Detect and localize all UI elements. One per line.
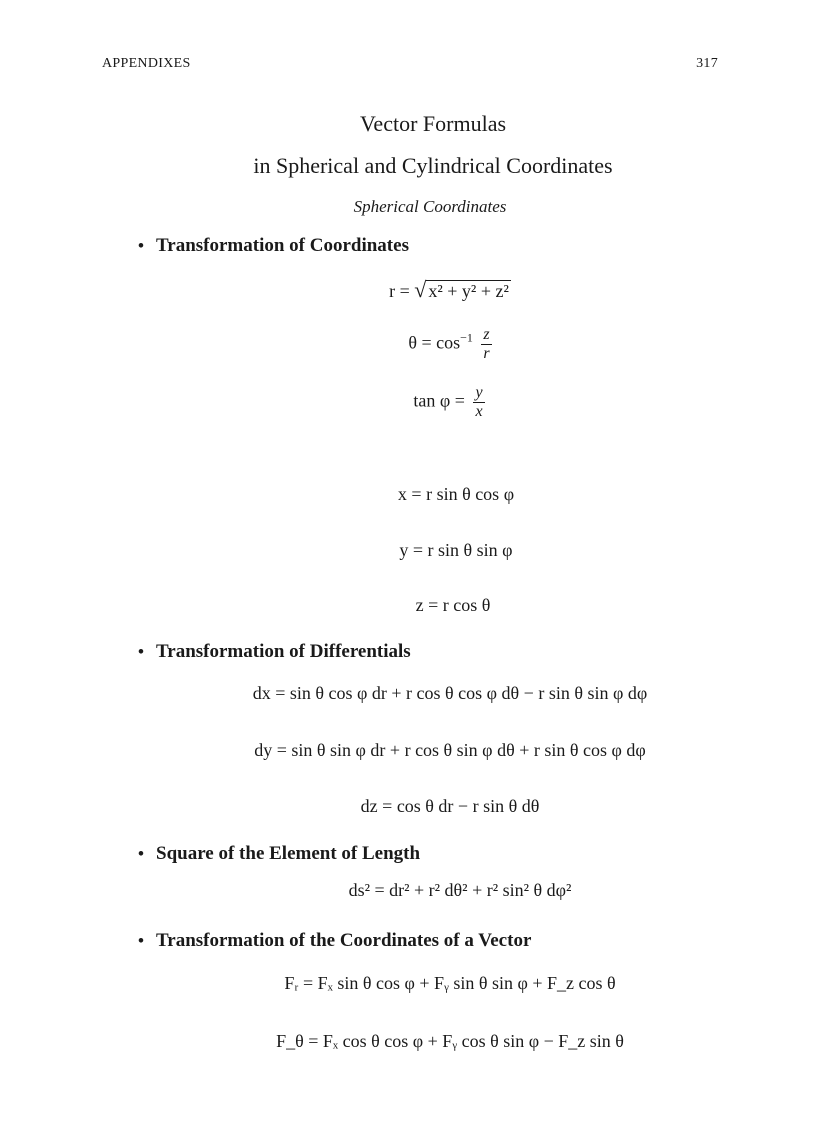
equation-dy: dy = sin θ sin φ dr + r cos θ sin φ dθ + r sin θ cos φ dφ <box>254 740 646 760</box>
section-heading-differentials <box>138 641 411 663</box>
fraction-numerator: y <box>475 384 483 401</box>
equation-tan-lhs: tan φ = <box>413 390 465 411</box>
equation-r-radicand: x² + y² + z² <box>428 281 509 301</box>
section-heading-vector <box>138 930 531 952</box>
bullet-icon: • <box>138 642 144 661</box>
section-heading-coordinates <box>138 235 409 257</box>
page-number: 317 <box>696 56 718 71</box>
equation-dx: dx = sin θ cos φ dr + r cos θ cos φ dθ − r sin θ sin φ dφ <box>252 683 648 703</box>
fraction-denominator: x <box>475 403 483 420</box>
equation-x: x = r sin θ cos φ <box>397 484 515 504</box>
equation-theta-exponent: −1 <box>460 330 473 345</box>
equation-fr: Fᵣ = Fₓ sin θ cos φ + Fᵧ sin θ sin φ + F_z cos θ <box>284 973 616 993</box>
section-heading-length <box>138 843 420 865</box>
section-heading-label: Transformation of Coordinates <box>156 235 409 256</box>
subsection-title: Spherical Coordinates <box>353 197 507 216</box>
equation-ftheta: F_θ = Fₓ cos θ cos φ + Fᵧ cos θ sin φ − F_z sin θ <box>276 1031 624 1051</box>
fraction-y-over-x <box>473 384 484 421</box>
equation-z: z = r cos θ <box>415 595 491 615</box>
bullet-icon: • <box>138 844 144 863</box>
page-title: Vector Formulas <box>359 111 507 136</box>
bullet-icon: • <box>138 236 144 255</box>
bullet-icon: • <box>138 931 144 950</box>
equation-y: y = r sin θ sin φ <box>399 540 513 560</box>
equation-theta <box>0 326 816 363</box>
equation-r <box>0 277 816 303</box>
fraction-numerator: z <box>483 326 490 343</box>
running-head-title: APPENDIXES <box>102 56 191 71</box>
equation-tan-phi <box>0 384 816 421</box>
fraction-z-over-r <box>481 326 491 363</box>
sqrt-symbol: √ x² + y² + z² <box>414 277 509 302</box>
equation-ds: ds² = dr² + r² dθ² + r² sin² θ dφ² <box>348 880 572 900</box>
page-title-line2: in Spherical and Cylindrical Coordinates <box>253 153 613 178</box>
section-heading-label: Square of the Element of Length <box>156 843 421 864</box>
equation-r-lhs: r = <box>389 281 410 301</box>
equation-dz: dz = cos θ dr − r sin θ dθ <box>360 796 540 816</box>
equation-theta-lhs: θ = cos <box>408 332 461 353</box>
section-heading-label: Transformation of Differentials <box>156 641 411 662</box>
fraction-denominator: r <box>483 345 490 362</box>
section-heading-label: Transformation of the Coordinates of a Vector <box>156 930 532 951</box>
